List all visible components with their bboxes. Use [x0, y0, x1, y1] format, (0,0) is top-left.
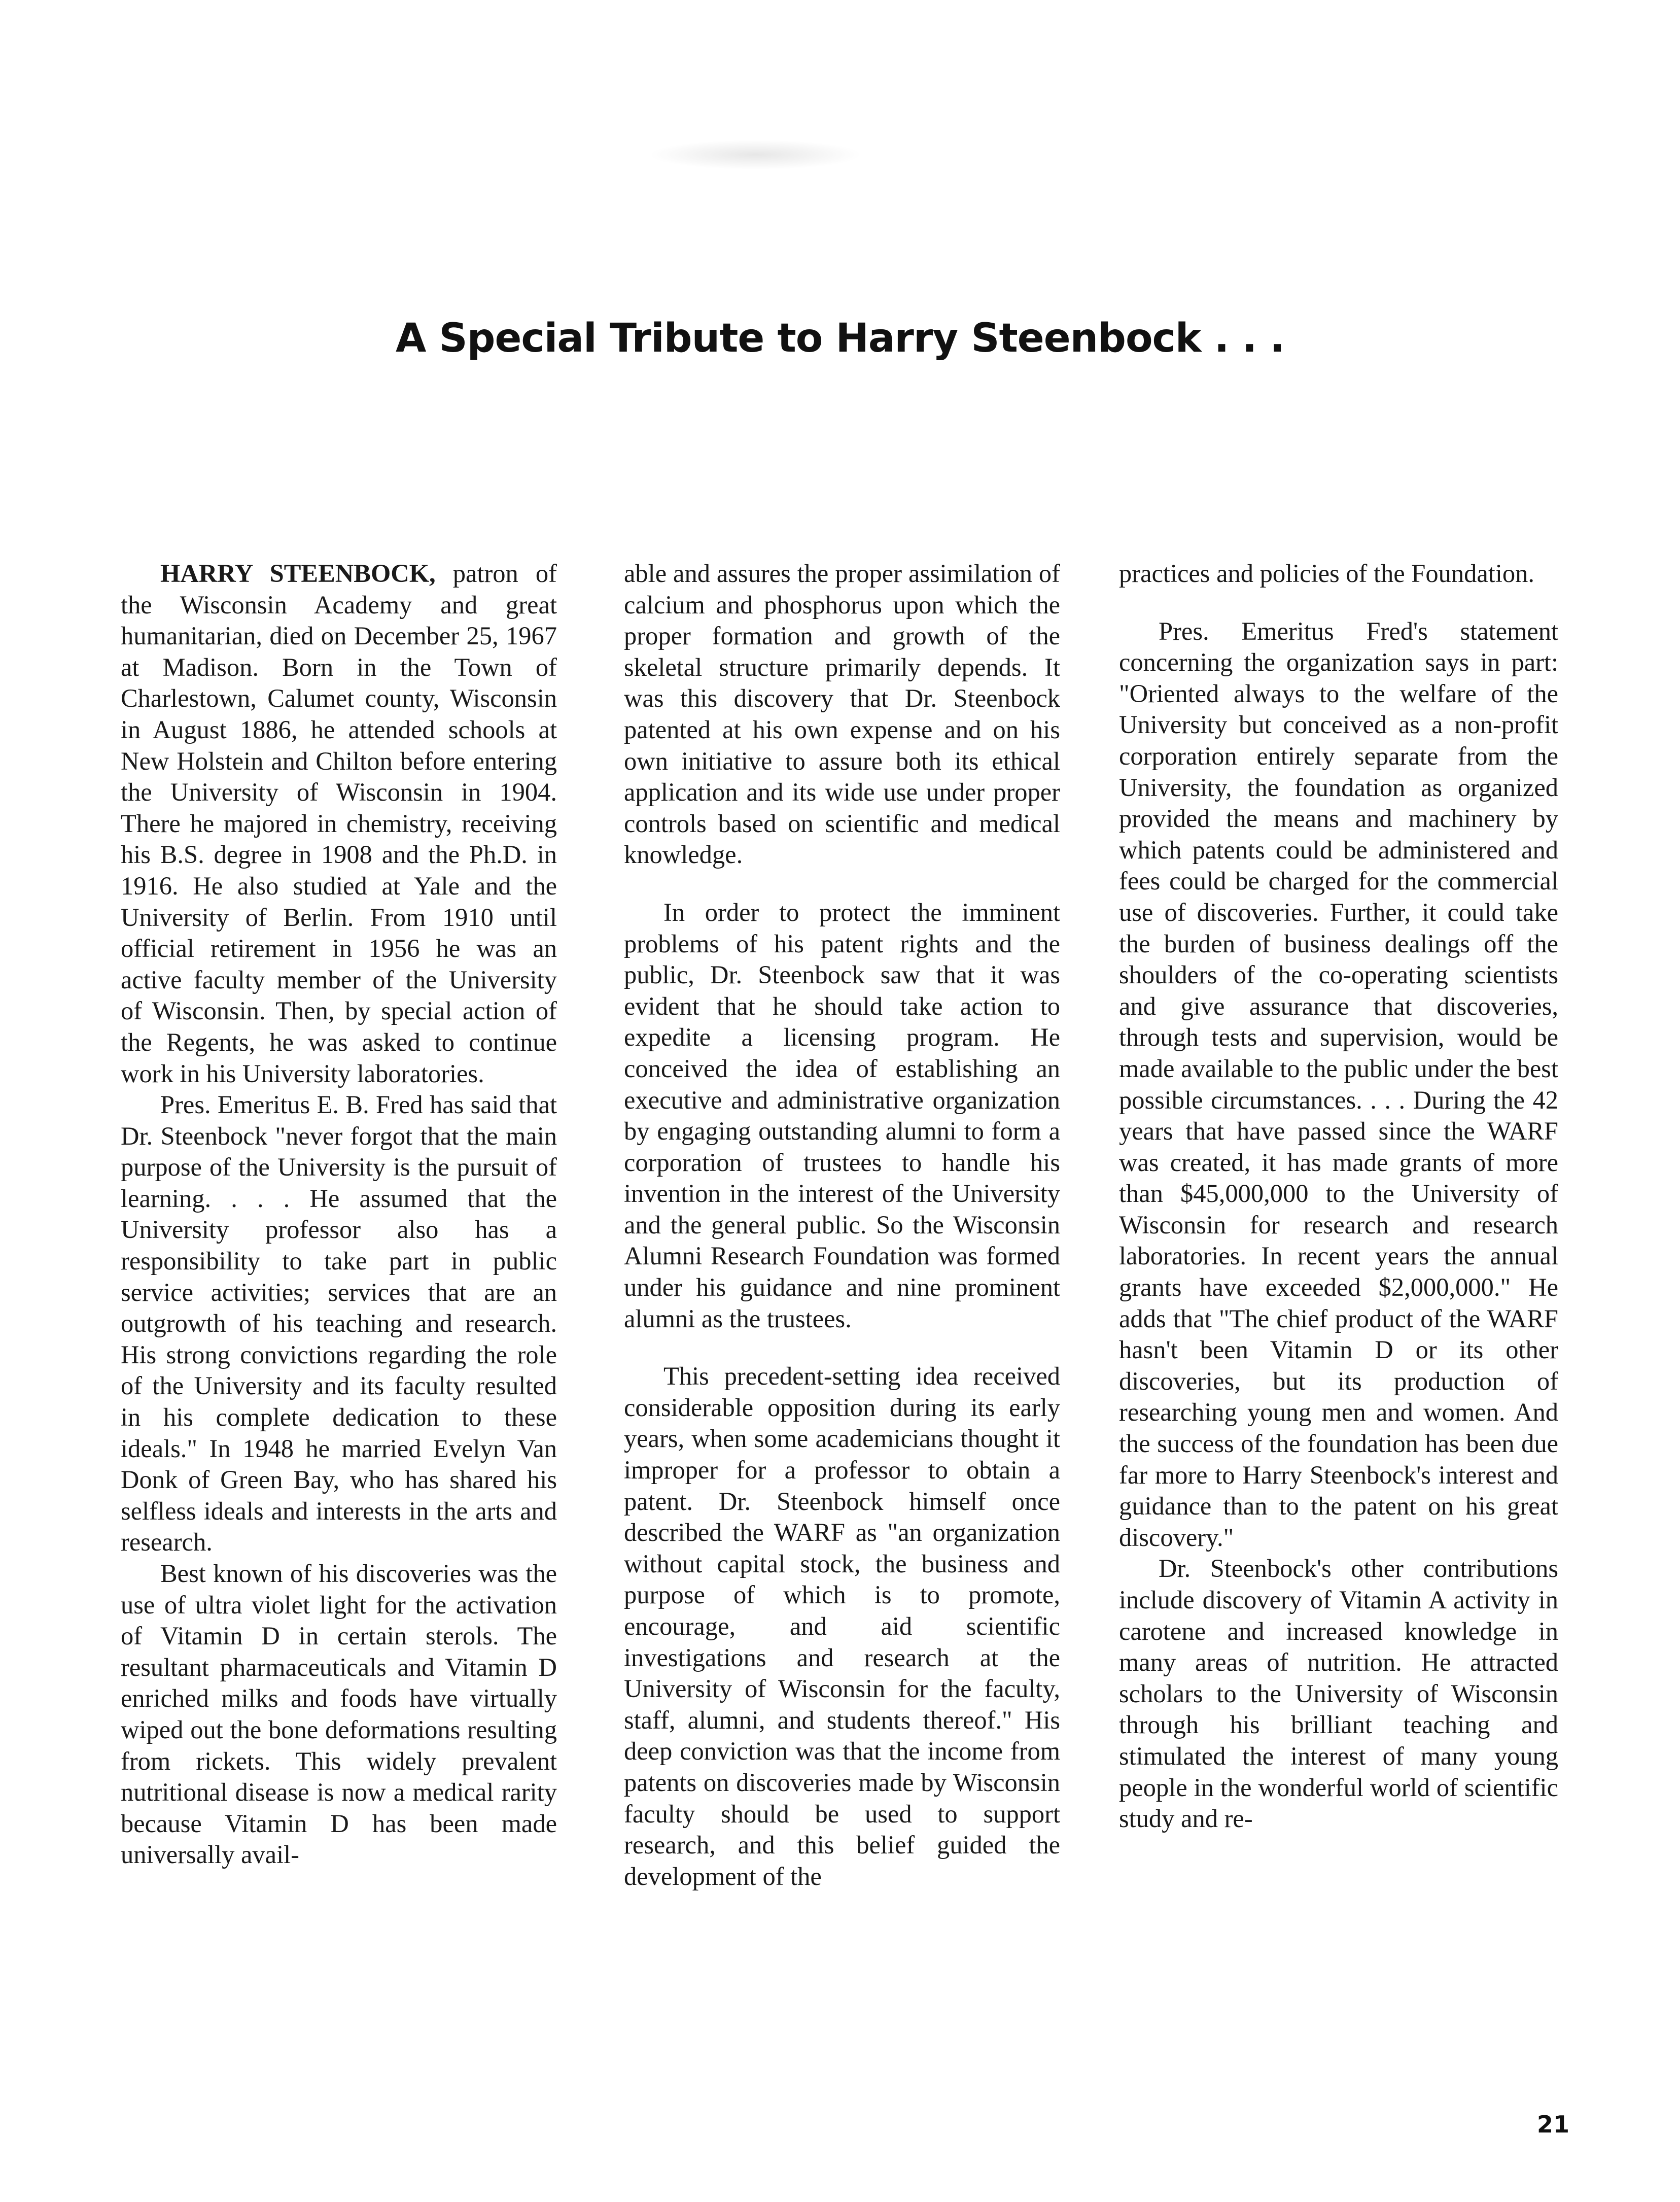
page-number: 21: [1537, 2111, 1570, 2138]
paragraph: practices and policies of the Foundation.: [1119, 559, 1534, 588]
paragraph-text: patron of the Wisconsin Academy and great humanitarian, died on December 25, 1967 at Madison. Born in the Town of Charlestown, Calumet county, Wisconsin in August 1886, he attended schools at New Holstein and Chilton before entering the University of Wisconsin in 1904. There he majored in chemistry, receiving his B.S. degree in 1908 and the Ph.D. in 1916. He also studied at Yale and the University of Berlin. From 1910 until official retirement in 1956 he was an active faculty member of the University of Wisconsin. Then, by special action of the Regents, he was asked to continue work in his University laboratories.: [121, 559, 557, 1088]
text-column-1: [121, 558, 557, 1871]
paragraph: Best known of his discoveries was the use of ultra violet light for the activation of Vitamin D in certain sterols. The resultant pharmaceuticals and Vitamin D enriched milks and foods have virtually wiped out the bone deformations resulting from rickets. This widely prevalent nutritional disease is now a medical rarity because Vitamin D has been made universally avail-: [121, 1559, 557, 1869]
text-column-3: [1119, 558, 1558, 1835]
paragraph: able and assures the proper assimilation of calcium and phosphorus upon which the proper formation and growth of the skeletal structure primarily depends. It was this discovery that Dr. Steenbock patented at his own expense and on his own initiative to assure both its ethical application and its wide use under proper controls based on scientific and medical knowledge.: [624, 559, 1060, 869]
paragraph: This precedent-setting idea received considerable opposition during its early years, when some academicians thought it improper for a professor to obtain a patent. Dr. Steenbock himself once described the WARF as "an organization without capital stock, the business and purpose of which is to promote, encourage, and aid scientific investigations and research at the University of Wisconsin for the faculty, staff, alumni, and students thereof." His deep conviction was that the income from patents on discoveries made by Wisconsin faculty should be used to support research, and this belief guided the development of the: [624, 1362, 1060, 1890]
paragraph: Pres. Emeritus Fred's statement concerning the organization says in part: "Oriented always to the welfare of the University but conceived as a non-profit corporation entirely separate from the University, the foundation as organized provided the means and machinery by which patents could be administered and fees could be charged for the commercial use of discoveries. Further, it could take the burden of business dealings off the shoulders of the co-operating scientists and give assurance that discoveries, through tests and supervision, would be made available to the public under the best possible circumstances. . . . During the 42 years that have passed since the WARF was created, it has made grants of more than $45,000,000 to the University of Wisconsin for research and research laboratories. In recent years the annual grants have exceeded $2,000,000." He adds that "The chief product of the WARF hasn't been Vitamin D or its other discoveries, but its production of researching young men and women. And the success of the foundation has been due far more to Harry Steenbock's interest and guidance than to the patent on his great discovery.": [1119, 616, 1558, 1552]
paragraph: Dr. Steenbock's other contributions include discovery of Vitamin A activity in carotene and increased knowledge in many areas of nutrition. He attracted scholars to the University of Wisconsin through his brilliant teaching and stimulated the interest of many young people in the wonderful world of scientific study and re-: [1119, 1554, 1558, 1833]
paragraph: [121, 558, 557, 1089]
paragraph: In order to protect the imminent problems of his patent rights and the public, Dr. Steenbock saw that it was evident that he should take action to expedite a licensing program. He conceived the idea of establishing an executive and administrative organization by engaging outstanding alumni to form a corporation of trustees to handle his invention in the interest of the University and the general public. So the Wisconsin Alumni Research Foundation was formed under his guidance and nine prominent alumni as the trustees.: [624, 898, 1060, 1333]
print-speckle: [649, 140, 862, 170]
subject-name: HARRY STEENBOCK,: [160, 559, 436, 588]
text-column-2: [624, 558, 1060, 1892]
article-title: A Special Tribute to Harry Steenbock . . .: [395, 316, 1285, 361]
paragraph: Pres. Emeritus E. B. Fred has said that Dr. Steenbock "never forgot that the main purpose of the University is the pursuit of learning. . . . He assumed that the University professor also has a responsibility to take part in public service activities; services that are an outgrowth of his teaching and research. His strong convictions regarding the role of the University and its faculty resulted in his complete dedication to these ideals." In 1948 he married Evelyn Van Donk of Green Bay, who has shared his selfless ideals and interests in the arts and research.: [121, 1090, 557, 1557]
